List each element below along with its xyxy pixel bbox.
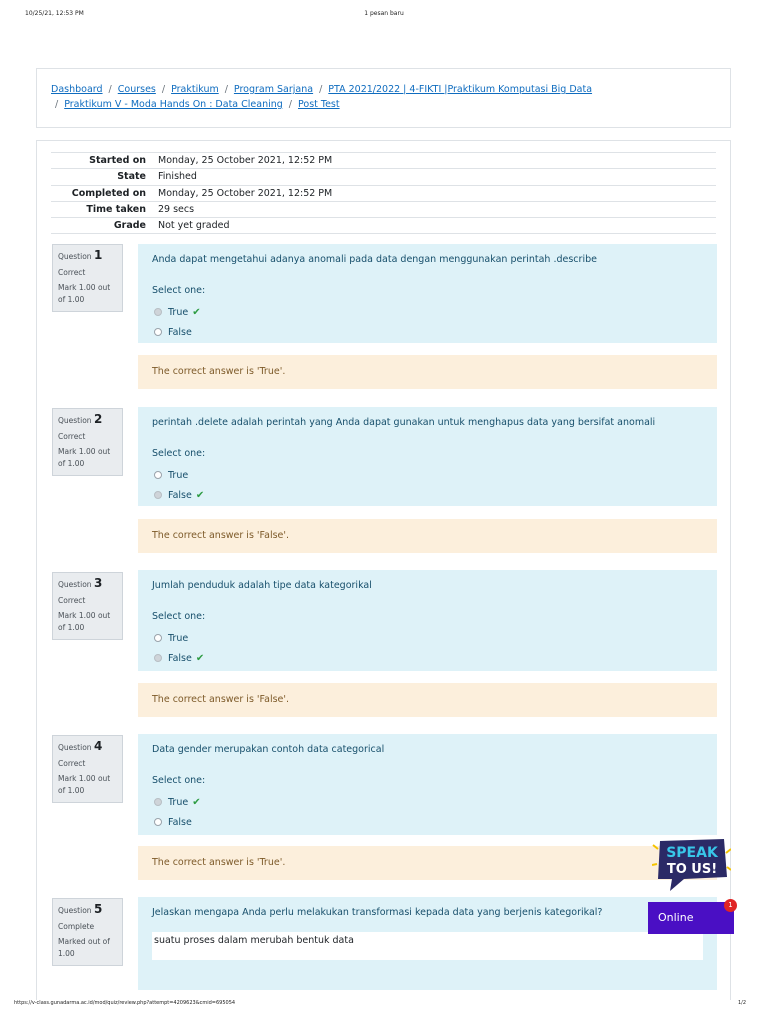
breadcrumb-dashboard[interactable]: Dashboard <box>51 84 103 95</box>
summary-value: Monday, 25 October 2021, 12:52 PM <box>154 185 716 201</box>
radio-button[interactable] <box>154 818 162 826</box>
correct-answer-feedback: The correct answer is 'True'. <box>138 846 717 880</box>
breadcrumb-separator: / <box>319 84 323 95</box>
question-number: 3 <box>93 576 103 590</box>
question-formulation <box>138 407 717 506</box>
correct-answer-feedback: The correct answer is 'True'. <box>138 355 717 389</box>
answer-option <box>152 628 703 648</box>
question-label: Question <box>58 252 92 261</box>
breadcrumb-praktikum[interactable]: Praktikum <box>171 84 219 95</box>
breadcrumb-post-test[interactable]: Post Test <box>298 98 340 110</box>
question-info <box>52 735 123 803</box>
question-number: 4 <box>93 739 103 753</box>
print-datetime: 10/25/21, 12:53 PM <box>25 10 84 17</box>
select-one-prompt: Select one: <box>152 775 206 786</box>
radio-button[interactable] <box>154 328 162 336</box>
print-title: 1 pesan baru <box>364 10 404 17</box>
answer-option <box>152 465 703 485</box>
select-one-prompt: Select one: <box>152 611 206 622</box>
question-info <box>52 572 123 640</box>
question-info <box>52 408 123 476</box>
question-mark: Mark 1.00 out of 1.00 <box>58 283 111 304</box>
answer-option <box>152 792 703 812</box>
summary-row <box>51 153 716 169</box>
question-number: 2 <box>93 412 103 426</box>
breadcrumb-separator: / <box>288 98 292 110</box>
summary-row <box>51 185 716 201</box>
question-mark: Mark 1.00 out of 1.00 <box>58 774 111 795</box>
question-formulation <box>138 570 717 671</box>
summary-label: Grade <box>51 218 154 234</box>
speak-to-us-button[interactable] <box>652 837 731 893</box>
option-label: False <box>168 326 192 338</box>
summary-value: Finished <box>154 169 716 185</box>
breadcrumb-course[interactable]: PTA 2021/2022 | 4-FIKTI |Praktikum Komputasi Big Data <box>328 84 593 95</box>
question-formulation <box>138 244 717 343</box>
summary-label: Time taken <box>51 201 154 217</box>
select-one-prompt: Select one: <box>152 448 206 459</box>
breadcrumb-program-sarjana[interactable]: Program Sarjana <box>233 84 314 95</box>
question-text: Anda dapat mengetahui adanya anomali pada data dengan menggunakan perintah .describe <box>152 254 597 265</box>
option-label: False <box>168 816 192 828</box>
check-icon: ✔ <box>195 652 205 664</box>
breadcrumb-separator: / <box>161 84 166 95</box>
correct-answer-feedback: The correct answer is 'False'. <box>138 683 717 717</box>
question-status: Correct <box>58 431 86 441</box>
question-formulation <box>138 734 717 835</box>
question-number: 5 <box>93 902 103 916</box>
question-info <box>52 898 123 966</box>
summary-label: State <box>51 169 154 185</box>
question-label: Question <box>58 906 92 915</box>
question-text: Data gender merupakan contoh data categorical <box>152 744 385 755</box>
essay-answer-field[interactable]: suatu proses dalam merubah bentuk data <box>152 932 703 960</box>
radio-button[interactable] <box>154 634 162 642</box>
question-mark: Marked out of 1.00 <box>58 937 110 958</box>
speak-bubble-icon <box>652 837 731 893</box>
summary-row <box>51 201 716 217</box>
answer-option <box>152 485 703 505</box>
breadcrumb-section[interactable]: Praktikum V - Moda Hands On : Data Cleaning <box>64 98 283 110</box>
question-text: Jumlah penduduk adalah tipe data kategorikal <box>152 580 372 591</box>
question-mark: Mark 1.00 out of 1.00 <box>58 447 111 468</box>
select-one-prompt: Select one: <box>152 285 206 296</box>
question-number: 1 <box>93 248 103 262</box>
option-label: True <box>168 306 189 318</box>
question-label: Question <box>58 580 92 589</box>
notification-badge: 1 <box>724 899 737 912</box>
page-number: 1/2 <box>737 1000 746 1006</box>
question-status: Correct <box>58 595 86 605</box>
question-text: Jelaskan mengapa Anda perlu melakukan transformasi kepada data yang berjenis kategorikal? <box>152 907 603 918</box>
summary-value: Not yet graded <box>154 218 716 234</box>
breadcrumb-separator: / <box>224 84 228 95</box>
question-status: Complete <box>58 921 95 931</box>
summary-label: Started on <box>51 153 154 169</box>
summary-value: 29 secs <box>154 201 716 217</box>
breadcrumb <box>36 68 731 128</box>
summary-row <box>51 218 716 234</box>
question-formulation <box>138 897 717 990</box>
breadcrumb-courses[interactable]: Courses <box>117 84 156 95</box>
question-status: Correct <box>58 758 86 768</box>
correct-answer-feedback: The correct answer is 'False'. <box>138 519 717 553</box>
summary-label: Completed on <box>51 185 154 201</box>
breadcrumb-separator: / <box>108 84 112 95</box>
speak-text-line2: TO US! <box>666 862 718 877</box>
option-label: True <box>168 469 189 481</box>
radio-button[interactable] <box>154 798 162 806</box>
radio-button[interactable] <box>154 654 162 662</box>
answer-option <box>152 322 703 342</box>
page-url: https://v-class.gunadarma.ac.id/mod/quiz/review.php?attempt=4209623&cmid=695054 <box>14 1000 236 1006</box>
option-label: False <box>168 489 192 501</box>
option-label: True <box>168 796 189 808</box>
attempt-summary-table <box>51 152 716 234</box>
summary-row <box>51 169 716 185</box>
answer-option <box>152 648 703 668</box>
option-label: True <box>168 632 189 644</box>
radio-button[interactable] <box>154 491 162 499</box>
answer-option <box>152 812 703 832</box>
summary-value: Monday, 25 October 2021, 12:52 PM <box>154 153 716 169</box>
breadcrumb-separator: / <box>55 98 59 110</box>
speak-text-line1: SPEAK <box>666 845 718 861</box>
check-icon: ✔ <box>195 489 205 501</box>
question-status: Correct <box>58 267 86 277</box>
question-text: perintah .delete adalah perintah yang Anda dapat gunakan untuk menghapus data yang bersifat anomali <box>152 417 656 428</box>
radio-button[interactable] <box>154 471 162 479</box>
question-label: Question <box>58 416 92 425</box>
question-info <box>52 244 123 312</box>
answer-option <box>152 302 703 322</box>
question-mark: Mark 1.00 out of 1.00 <box>58 611 111 632</box>
print-header <box>25 10 743 22</box>
radio-button[interactable] <box>154 308 162 316</box>
chat-online-button[interactable]: Online <box>648 902 734 934</box>
check-icon: ✔ <box>192 306 201 318</box>
question-label: Question <box>58 743 92 752</box>
option-label: False <box>168 652 192 664</box>
print-footer <box>14 1000 746 1010</box>
check-icon: ✔ <box>192 796 201 808</box>
